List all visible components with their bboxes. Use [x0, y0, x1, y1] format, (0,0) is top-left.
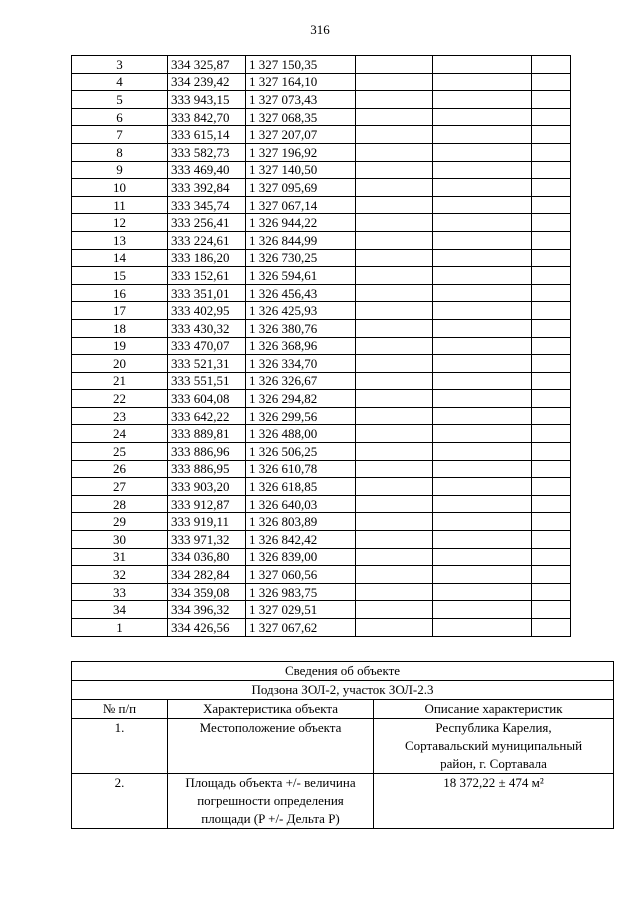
empty-cell: [532, 179, 571, 197]
coordinate-row: [72, 460, 571, 478]
empty-cell: [433, 73, 532, 91]
empty-cell: [433, 231, 532, 249]
x-coordinate: 333 224,61: [168, 231, 246, 249]
empty-cell: [532, 583, 571, 601]
point-number: 9: [72, 161, 168, 179]
y-coordinate: 1 327 068,35: [246, 108, 356, 126]
y-coordinate: 1 326 326,67: [246, 372, 356, 390]
coordinate-row: [72, 267, 571, 285]
empty-cell: [532, 126, 571, 144]
x-coordinate: 333 582,73: [168, 143, 246, 161]
empty-cell: [433, 56, 532, 74]
empty-cell: [532, 108, 571, 126]
row-description: [374, 719, 614, 774]
empty-cell: [356, 143, 433, 161]
x-coordinate: 333 604,08: [168, 390, 246, 408]
point-number: 7: [72, 126, 168, 144]
characteristic-line: Площадь объекта +/- величина: [185, 775, 356, 790]
empty-cell: [532, 513, 571, 531]
point-number: 4: [72, 73, 168, 91]
empty-cell: [532, 284, 571, 302]
empty-cell: [532, 619, 571, 637]
y-coordinate: 1 326 610,78: [246, 460, 356, 478]
empty-cell: [433, 460, 532, 478]
empty-cell: [356, 566, 433, 584]
empty-cell: [532, 267, 571, 285]
x-coordinate: 334 396,32: [168, 601, 246, 619]
x-coordinate: 333 430,32: [168, 319, 246, 337]
empty-cell: [433, 91, 532, 109]
y-coordinate: 1 326 594,61: [246, 267, 356, 285]
empty-cell: [532, 478, 571, 496]
x-coordinate: 333 889,81: [168, 425, 246, 443]
empty-cell: [433, 284, 532, 302]
x-coordinate: 334 359,08: [168, 583, 246, 601]
x-coordinate: 333 469,40: [168, 161, 246, 179]
y-coordinate: 1 326 640,03: [246, 495, 356, 513]
point-number: 13: [72, 231, 168, 249]
empty-cell: [356, 161, 433, 179]
empty-cell: [356, 214, 433, 232]
empty-cell: [532, 196, 571, 214]
empty-cell: [532, 460, 571, 478]
y-coordinate: 1 326 488,00: [246, 425, 356, 443]
point-number: 34: [72, 601, 168, 619]
coordinate-row: [72, 443, 571, 461]
empty-cell: [356, 583, 433, 601]
point-number: 33: [72, 583, 168, 601]
description-line: Республика Карелия,: [435, 720, 552, 735]
empty-cell: [532, 601, 571, 619]
empty-cell: [433, 249, 532, 267]
point-number: 14: [72, 249, 168, 267]
y-coordinate: 1 326 842,42: [246, 531, 356, 549]
coordinate-row: [72, 91, 571, 109]
row-characteristic: [168, 774, 374, 829]
empty-cell: [433, 513, 532, 531]
row-num: 1.: [72, 719, 168, 774]
point-number: 23: [72, 407, 168, 425]
empty-cell: [356, 513, 433, 531]
empty-cell: [532, 566, 571, 584]
coordinate-row: [72, 337, 571, 355]
point-number: 24: [72, 425, 168, 443]
y-coordinate: 1 326 839,00: [246, 548, 356, 566]
empty-cell: [532, 143, 571, 161]
x-coordinate: 333 912,87: [168, 495, 246, 513]
point-number: 5: [72, 91, 168, 109]
y-coordinate: 1 326 299,56: [246, 407, 356, 425]
coordinate-row: [72, 513, 571, 531]
coordinate-row: [72, 619, 571, 637]
x-coordinate: 333 886,95: [168, 460, 246, 478]
point-number: 17: [72, 302, 168, 320]
empty-cell: [532, 355, 571, 373]
empty-cell: [356, 126, 433, 144]
coordinate-row: [72, 302, 571, 320]
x-coordinate: 333 842,70: [168, 108, 246, 126]
empty-cell: [356, 231, 433, 249]
x-coordinate: 333 903,20: [168, 478, 246, 496]
coordinate-row: [72, 284, 571, 302]
point-number: 32: [72, 566, 168, 584]
header-description: Описание характеристик: [374, 700, 614, 719]
object-info-table: [71, 661, 614, 829]
coordinate-row: [72, 196, 571, 214]
empty-cell: [356, 390, 433, 408]
y-coordinate: 1 327 196,92: [246, 143, 356, 161]
empty-cell: [356, 108, 433, 126]
x-coordinate: 333 470,07: [168, 337, 246, 355]
y-coordinate: 1 326 368,96: [246, 337, 356, 355]
empty-cell: [433, 425, 532, 443]
empty-cell: [356, 284, 433, 302]
point-number: 19: [72, 337, 168, 355]
y-coordinate: 1 327 067,62: [246, 619, 356, 637]
empty-cell: [356, 73, 433, 91]
point-number: 21: [72, 372, 168, 390]
y-coordinate: 1 327 140,50: [246, 161, 356, 179]
coordinate-row: [72, 372, 571, 390]
x-coordinate: 333 392,84: [168, 179, 246, 197]
empty-cell: [532, 56, 571, 74]
coordinate-row: [72, 566, 571, 584]
empty-cell: [433, 143, 532, 161]
empty-cell: [532, 337, 571, 355]
row-num: 2.: [72, 774, 168, 829]
x-coordinate: 333 345,74: [168, 196, 246, 214]
y-coordinate: 1 326 456,43: [246, 284, 356, 302]
point-number: 3: [72, 56, 168, 74]
empty-cell: [532, 495, 571, 513]
empty-cell: [433, 355, 532, 373]
empty-cell: [433, 619, 532, 637]
coordinate-row: [72, 531, 571, 549]
y-coordinate: 1 326 944,22: [246, 214, 356, 232]
empty-cell: [356, 495, 433, 513]
coordinate-row: [72, 73, 571, 91]
point-number: 31: [72, 548, 168, 566]
empty-cell: [433, 478, 532, 496]
y-coordinate: 1 326 618,85: [246, 478, 356, 496]
empty-cell: [356, 267, 433, 285]
empty-cell: [532, 73, 571, 91]
empty-cell: [356, 372, 433, 390]
y-coordinate: 1 327 095,69: [246, 179, 356, 197]
x-coordinate: 334 426,56: [168, 619, 246, 637]
info-title: Сведения об объекте: [72, 662, 614, 681]
coordinate-row: [72, 319, 571, 337]
empty-cell: [433, 583, 532, 601]
empty-cell: [532, 390, 571, 408]
coordinate-row: [72, 231, 571, 249]
point-number: 25: [72, 443, 168, 461]
point-number: 6: [72, 108, 168, 126]
empty-cell: [433, 108, 532, 126]
description-line: Сортавальский муниципальный: [404, 738, 583, 753]
y-coordinate: 1 326 730,25: [246, 249, 356, 267]
x-coordinate: 333 351,01: [168, 284, 246, 302]
empty-cell: [356, 337, 433, 355]
coordinate-row: [72, 56, 571, 74]
x-coordinate: 333 186,20: [168, 249, 246, 267]
empty-cell: [433, 531, 532, 549]
empty-cell: [532, 161, 571, 179]
x-coordinate: 333 152,61: [168, 267, 246, 285]
page-number: 316: [310, 22, 330, 37]
y-coordinate: 1 326 844,99: [246, 231, 356, 249]
empty-cell: [433, 319, 532, 337]
info-subtitle: Подзона ЗОЛ-2, участок ЗОЛ-2.3: [72, 681, 614, 700]
point-number: 16: [72, 284, 168, 302]
row-characteristic: Местоположение объекта: [168, 719, 374, 774]
y-coordinate: 1 326 506,25: [246, 443, 356, 461]
coordinate-row: [72, 126, 571, 144]
y-coordinate: 1 327 073,43: [246, 91, 356, 109]
coordinate-row: [72, 390, 571, 408]
x-coordinate: 334 239,42: [168, 73, 246, 91]
point-number: 11: [72, 196, 168, 214]
empty-cell: [356, 478, 433, 496]
empty-cell: [433, 214, 532, 232]
empty-cell: [356, 619, 433, 637]
point-number: 28: [72, 495, 168, 513]
empty-cell: [433, 196, 532, 214]
x-coordinate: 333 521,31: [168, 355, 246, 373]
point-number: 18: [72, 319, 168, 337]
y-coordinate: 1 326 380,76: [246, 319, 356, 337]
empty-cell: [356, 531, 433, 549]
y-coordinate: 1 327 150,35: [246, 56, 356, 74]
empty-cell: [356, 601, 433, 619]
empty-cell: [532, 443, 571, 461]
description-line: район, г. Сортавала: [440, 756, 547, 771]
x-coordinate: 333 642,22: [168, 407, 246, 425]
empty-cell: [532, 214, 571, 232]
header-num: № п/п: [72, 700, 168, 719]
empty-cell: [356, 196, 433, 214]
point-number: 1: [72, 619, 168, 637]
info-row: [72, 774, 614, 829]
empty-cell: [356, 56, 433, 74]
coordinate-row: [72, 583, 571, 601]
x-coordinate: 333 886,96: [168, 443, 246, 461]
empty-cell: [433, 179, 532, 197]
empty-cell: [433, 548, 532, 566]
coordinate-row: [72, 355, 571, 373]
empty-cell: [433, 161, 532, 179]
empty-cell: [433, 566, 532, 584]
empty-cell: [532, 407, 571, 425]
point-number: 15: [72, 267, 168, 285]
coordinate-row: [72, 478, 571, 496]
point-number: 27: [72, 478, 168, 496]
y-coordinate: 1 327 207,07: [246, 126, 356, 144]
info-row: [72, 719, 614, 774]
y-coordinate: 1 326 983,75: [246, 583, 356, 601]
y-coordinate: 1 327 060,56: [246, 566, 356, 584]
empty-cell: [532, 372, 571, 390]
header-characteristic: Характеристика объекта: [168, 700, 374, 719]
coordinate-row: [72, 407, 571, 425]
x-coordinate: 333 256,41: [168, 214, 246, 232]
coordinate-row: [72, 425, 571, 443]
coordinates-table: [71, 55, 571, 637]
empty-cell: [532, 91, 571, 109]
empty-cell: [356, 407, 433, 425]
coordinate-row: [72, 143, 571, 161]
coordinate-row: [72, 495, 571, 513]
point-number: 22: [72, 390, 168, 408]
y-coordinate: 1 326 425,93: [246, 302, 356, 320]
empty-cell: [532, 531, 571, 549]
empty-cell: [356, 319, 433, 337]
point-number: 20: [72, 355, 168, 373]
point-number: 26: [72, 460, 168, 478]
point-number: 12: [72, 214, 168, 232]
point-number: 29: [72, 513, 168, 531]
point-number: 30: [72, 531, 168, 549]
empty-cell: [356, 425, 433, 443]
x-coordinate: 333 919,11: [168, 513, 246, 531]
empty-cell: [433, 390, 532, 408]
x-coordinate: 334 282,84: [168, 566, 246, 584]
empty-cell: [433, 337, 532, 355]
empty-cell: [356, 460, 433, 478]
coordinate-row: [72, 249, 571, 267]
x-coordinate: 334 036,80: [168, 548, 246, 566]
empty-cell: [356, 179, 433, 197]
y-coordinate: 1 327 067,14: [246, 196, 356, 214]
coordinate-row: [72, 161, 571, 179]
y-coordinate: 1 327 029,51: [246, 601, 356, 619]
coordinate-row: [72, 214, 571, 232]
coordinate-row: [72, 601, 571, 619]
empty-cell: [356, 443, 433, 461]
empty-cell: [356, 302, 433, 320]
empty-cell: [433, 407, 532, 425]
row-description: 18 372,22 ± 474 м²: [374, 774, 614, 829]
empty-cell: [532, 302, 571, 320]
x-coordinate: 333 402,95: [168, 302, 246, 320]
y-coordinate: 1 326 334,70: [246, 355, 356, 373]
empty-cell: [433, 601, 532, 619]
empty-cell: [356, 249, 433, 267]
empty-cell: [433, 443, 532, 461]
empty-cell: [532, 319, 571, 337]
empty-cell: [356, 548, 433, 566]
empty-cell: [433, 302, 532, 320]
empty-cell: [433, 267, 532, 285]
empty-cell: [356, 91, 433, 109]
empty-cell: [433, 372, 532, 390]
x-coordinate: 333 971,32: [168, 531, 246, 549]
empty-cell: [532, 249, 571, 267]
x-coordinate: 333 615,14: [168, 126, 246, 144]
empty-cell: [532, 548, 571, 566]
y-coordinate: 1 327 164,10: [246, 73, 356, 91]
x-coordinate: 334 325,87: [168, 56, 246, 74]
characteristic-line: площади (P +/- Дельта P): [201, 811, 340, 826]
y-coordinate: 1 326 803,89: [246, 513, 356, 531]
x-coordinate: 333 551,51: [168, 372, 246, 390]
y-coordinate: 1 326 294,82: [246, 390, 356, 408]
empty-cell: [433, 126, 532, 144]
characteristic-line: погрешности определения: [197, 793, 344, 808]
empty-cell: [532, 231, 571, 249]
point-number: 10: [72, 179, 168, 197]
empty-cell: [433, 495, 532, 513]
coordinate-row: [72, 179, 571, 197]
x-coordinate: 333 943,15: [168, 91, 246, 109]
coordinate-row: [72, 548, 571, 566]
empty-cell: [356, 355, 433, 373]
empty-cell: [532, 425, 571, 443]
point-number: 8: [72, 143, 168, 161]
coordinate-row: [72, 108, 571, 126]
